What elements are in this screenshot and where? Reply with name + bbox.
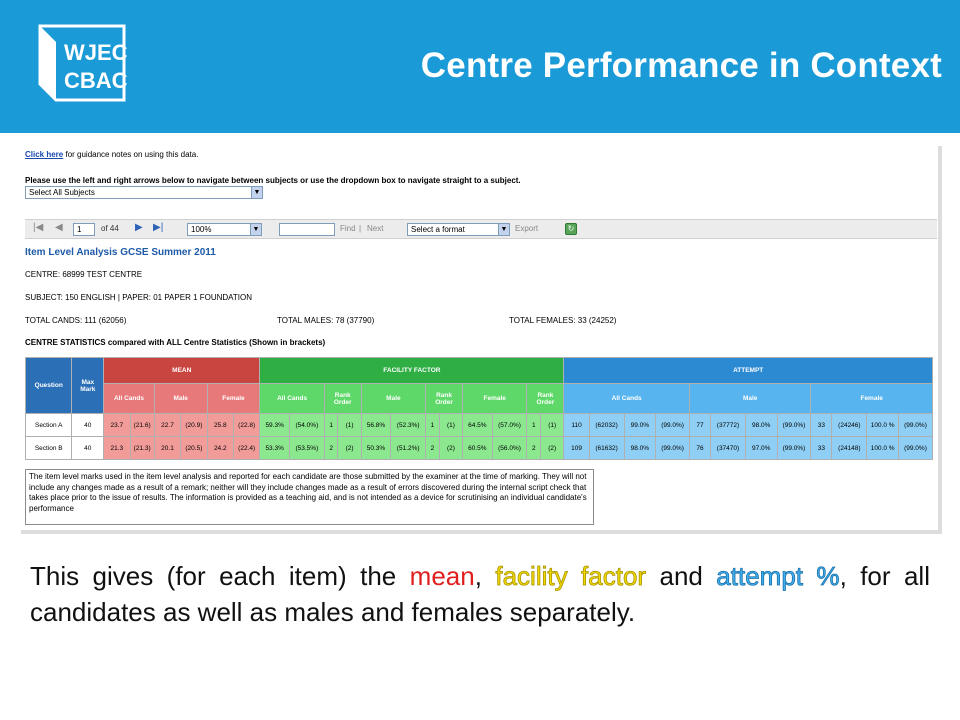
attempt-cell: 99.0% (624, 414, 656, 437)
attempt-cell: (99.0%) (777, 437, 811, 460)
mean-cell: (21.3) (130, 437, 154, 460)
facility-female: Female (463, 384, 527, 414)
mean-male: Male (154, 384, 207, 414)
centre-info: CENTRE: 68999 TEST CENTRE (25, 270, 143, 279)
chevron-down-icon: ▼ (251, 187, 262, 198)
slide-title: Centre Performance in Context (420, 46, 942, 85)
export-link[interactable]: Export (515, 224, 539, 233)
attempt-cell: (99.0%) (656, 414, 690, 437)
attempt-female: Female (811, 384, 933, 414)
subject-dropdown-value: Select All Subjects (29, 188, 95, 197)
group-attempt: ATTEMPT (564, 358, 933, 384)
facility-cell: (1) (338, 414, 361, 437)
attempt-cell: 98.0% (624, 437, 656, 460)
table-row (26, 414, 933, 437)
attempt-cell: 97.0% (745, 437, 777, 460)
mean-cell: (22.4) (233, 437, 259, 460)
attempt-cell: (24148) (832, 437, 867, 460)
facility-cell: (56.0%) (492, 437, 527, 460)
facility-cell: (52.3%) (391, 414, 426, 437)
attempt-all-cands: All Cands (564, 384, 690, 414)
zoom-value: 100% (191, 225, 212, 234)
mean-cell: 23.7 (104, 414, 130, 437)
row-max-mark: 40 (72, 414, 104, 437)
separator: | (359, 224, 362, 233)
row-max-mark: 40 (72, 437, 104, 460)
page-total: of 44 (101, 224, 119, 233)
mean-cell: 24.2 (207, 437, 233, 460)
mean-cell: (20.9) (181, 414, 207, 437)
refresh-icon[interactable]: ↻ (565, 223, 577, 235)
mean-cell: 22.7 (154, 414, 180, 437)
attempt-male: Male (689, 384, 810, 414)
facility-rank-order: Rank Order (426, 384, 463, 414)
wjec-cbac-logo (34, 22, 130, 104)
subject-info: SUBJECT: 150 ENGLISH | PAPER: 01 PAPER 1 FOUNDATION (25, 293, 253, 302)
logo-text-top: WJEC (64, 40, 128, 65)
facility-cell: 2 (426, 437, 440, 460)
facility-cell: 64.5% (463, 414, 493, 437)
caption-facility-factor: facility factor (495, 561, 647, 591)
attempt-cell: 110 (564, 414, 589, 437)
facility-cell: (53.5%) (289, 437, 324, 460)
mean-all-cands: All Cands (104, 384, 155, 414)
find-input[interactable] (279, 223, 335, 236)
attempt-cell: (99.0%) (898, 414, 932, 437)
first-page-icon[interactable]: |◀ (33, 222, 44, 233)
facility-cell: 50.3% (361, 437, 391, 460)
attempt-cell: 109 (564, 437, 589, 460)
facility-cell: (2) (338, 437, 361, 460)
guidance-line (25, 150, 198, 159)
find-link[interactable]: Find (340, 224, 356, 233)
report-screenshot (21, 146, 942, 534)
mean-cell: (21.6) (130, 414, 154, 437)
facility-cell: (2) (541, 437, 564, 460)
prev-page-icon[interactable]: ◀ (55, 222, 63, 233)
next-page-icon[interactable]: ▶ (135, 222, 143, 233)
format-value: Select a format (411, 225, 465, 234)
attempt-cell: 77 (689, 414, 710, 437)
guidance-text: for guidance notes on using this data. (63, 150, 199, 159)
header-banner (0, 0, 960, 133)
attempt-cell: 98.0% (745, 414, 777, 437)
facility-cell: 1 (426, 414, 440, 437)
facility-cell: (51.2%) (391, 437, 426, 460)
facility-cell: (2) (439, 437, 462, 460)
caption-mean: mean (409, 561, 475, 591)
statistics-table (25, 357, 933, 460)
facility-cell: 2 (324, 437, 338, 460)
mean-female: Female (207, 384, 260, 414)
mean-cell: 20.1 (154, 437, 180, 460)
attempt-cell: 100.0 % (867, 414, 899, 437)
col-max-mark: Max Mark (72, 358, 104, 414)
facility-cell: 1 (527, 414, 541, 437)
caption-text: This gives (for each item) the (30, 561, 410, 591)
facility-cell: 60.5% (463, 437, 493, 460)
attempt-cell: (24246) (832, 414, 867, 437)
last-page-icon[interactable]: ▶| (153, 222, 164, 233)
attempt-cell: (62032) (589, 414, 624, 437)
facility-cell: 1 (324, 414, 338, 437)
report-toolbar (25, 219, 937, 239)
facility-cell: 2 (527, 437, 541, 460)
facility-cell: (1) (541, 414, 564, 437)
caption-attempt: attempt % (716, 561, 840, 591)
total-females: TOTAL FEMALES: 33 (24252) (509, 316, 617, 325)
next-link[interactable]: Next (367, 224, 384, 233)
total-males: TOTAL MALES: 78 (37790) (277, 316, 375, 325)
chevron-down-icon: ▼ (250, 224, 261, 235)
row-question: Section B (26, 437, 72, 460)
page-number-input[interactable]: 1 (73, 223, 95, 236)
facility-all-cands: All Cands (260, 384, 324, 414)
attempt-cell: (37470) (711, 437, 746, 460)
attempt-cell: (99.0%) (898, 437, 932, 460)
caption-text: and (646, 561, 717, 591)
group-mean: MEAN (104, 358, 260, 384)
row-question: Section A (26, 414, 72, 437)
attempt-cell: (61632) (589, 437, 624, 460)
total-cands: TOTAL CANDS: 111 (62056) (25, 316, 127, 325)
col-question: Question (26, 358, 72, 414)
nav-instructions: Please use the left and right arrows below to navigate between subjects or use the dropdown box to navigate straight to a subject. (25, 176, 521, 185)
facility-cell: 53.3% (260, 437, 290, 460)
attempt-cell: 76 (689, 437, 710, 460)
mean-cell: (22.8) (233, 414, 259, 437)
attempt-cell: 33 (811, 437, 832, 460)
guidance-link[interactable]: Click here (25, 150, 64, 159)
facility-cell: (1) (439, 414, 462, 437)
zoom-dropdown[interactable] (187, 223, 262, 236)
logo-text-bottom: CBAC (64, 68, 128, 93)
group-facility-factor: FACILITY FACTOR (260, 358, 564, 384)
report-title: Item Level Analysis GCSE Summer 2011 (25, 247, 216, 258)
subject-dropdown[interactable] (25, 186, 263, 199)
chevron-down-icon: ▼ (498, 224, 509, 235)
disclaimer-note: The item level marks used in the item level analysis and reported for each candidate are those submitted by the examiner at the time of marking. They will not include any changes made as a result of a remark; neither will they include changes made as a result of errors discovered during the internal script check that takes place prior to the issue of results. The information is provided as a teaching aid, and is not intended as a device for scrutinising an individual candidate's performance (25, 469, 594, 525)
facility-rank-order: Rank Order (324, 384, 361, 414)
facility-cell: 56.8% (361, 414, 391, 437)
mean-cell: 25.8 (207, 414, 233, 437)
facility-cell: (54.0%) (289, 414, 324, 437)
caption-text: , for all candidates as well as males and females separately. (30, 561, 930, 627)
format-dropdown[interactable] (407, 223, 510, 236)
attempt-cell: (37772) (711, 414, 746, 437)
facility-male: Male (361, 384, 425, 414)
stats-heading: CENTRE STATISTICS compared with ALL Centre Statistics (Shown in brackets) (25, 338, 326, 347)
caption-text: , (474, 561, 496, 591)
attempt-cell: (99.0%) (777, 414, 811, 437)
facility-cell: 59.3% (260, 414, 290, 437)
attempt-cell: 100.0 % (867, 437, 899, 460)
attempt-cell: (99.0%) (656, 437, 690, 460)
facility-cell: (57.0%) (492, 414, 527, 437)
mean-cell: 21.3 (104, 437, 130, 460)
attempt-cell: 33 (811, 414, 832, 437)
table-row (26, 437, 933, 460)
facility-rank-order: Rank Order (527, 384, 564, 414)
mean-cell: (20.5) (181, 437, 207, 460)
slide-caption (30, 558, 930, 630)
